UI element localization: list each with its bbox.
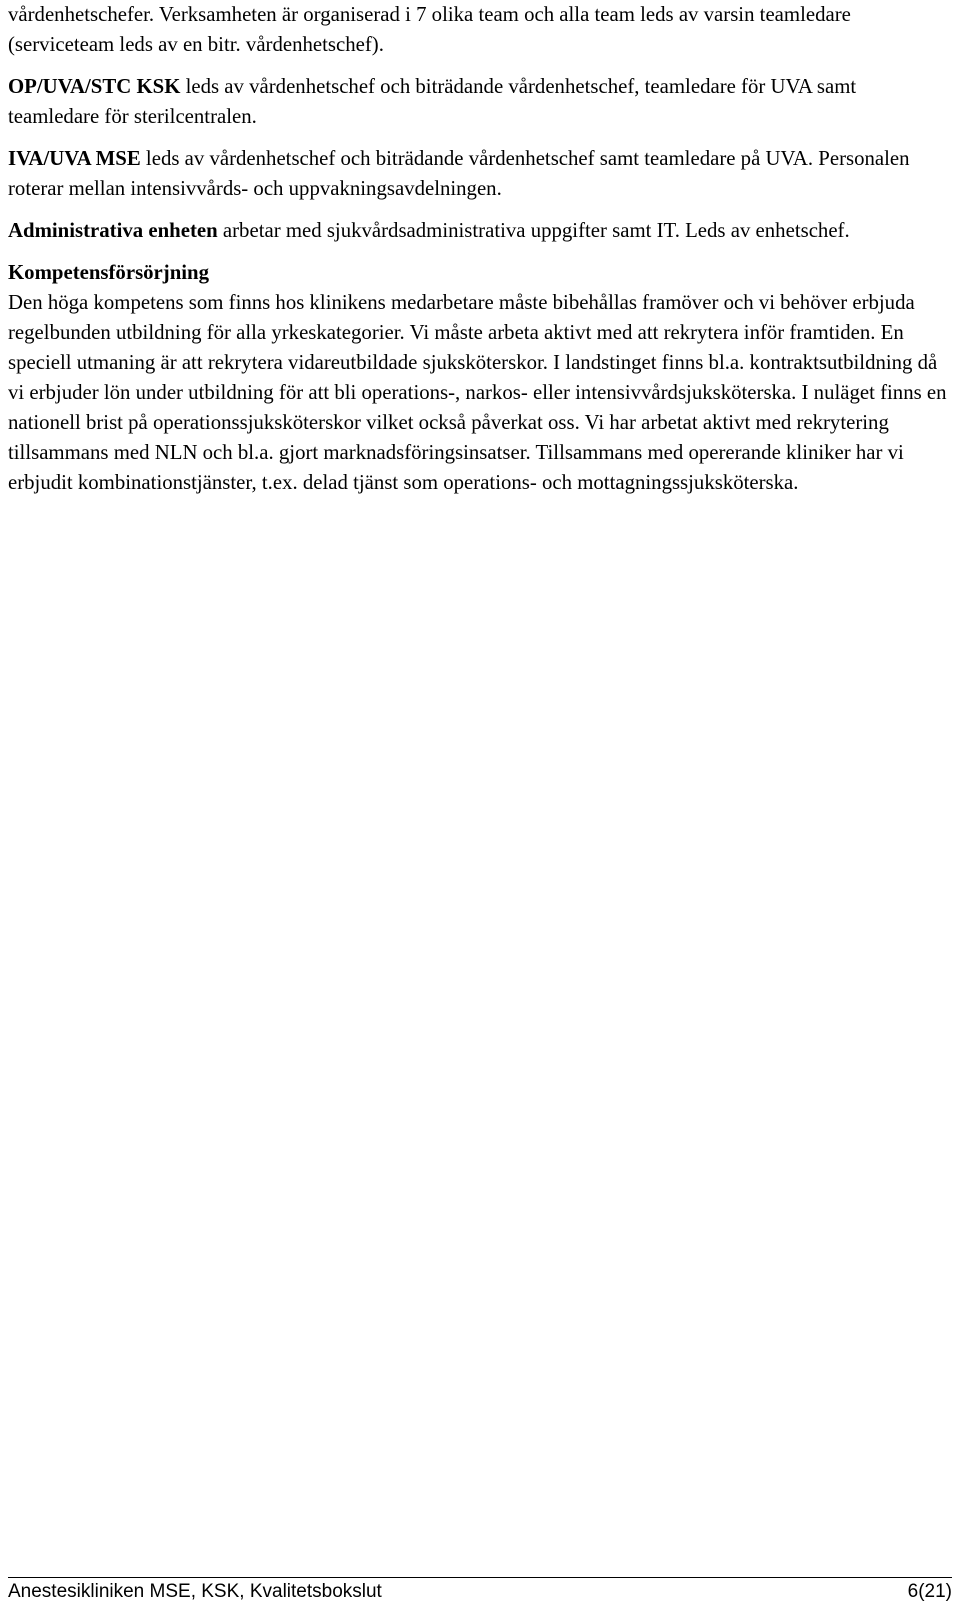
paragraph-iva-uva-mse bbox=[8, 144, 952, 204]
document-body bbox=[8, 0, 952, 510]
unit-name: OP/UVA/STC KSK bbox=[8, 75, 181, 98]
unit-name: IVA/UVA MSE bbox=[8, 147, 141, 170]
paragraph-text: vårdenhetschefer. Verksamheten är organiserad i 7 olika team och alla team leds av varsin teamledare (serviceteam leds av en bitr. vårdenhetschef). bbox=[8, 3, 851, 56]
footer-document-title: Anestesikliniken MSE, KSK, Kvalitetsbokslut bbox=[8, 1581, 382, 1602]
paragraph-text: leds av vårdenhetschef och biträdande vårdenhetschef, teamledare för UVA samt teamledare för sterilcentralen. bbox=[8, 75, 857, 128]
paragraph-text: leds av vårdenhetschef och biträdande vårdenhetschef samt teamledare på UVA. Personalen roterar mellan intensivvårds- och uppvakningsavdelningen. bbox=[8, 147, 910, 200]
paragraph-administrativa-enheten bbox=[8, 216, 952, 246]
paragraph-op-uva-stc-ksk bbox=[8, 72, 952, 132]
section-kompetensforsorjning bbox=[8, 258, 952, 498]
section-heading: Kompetensförsörjning bbox=[8, 261, 210, 284]
unit-name: Administrativa enheten bbox=[8, 219, 218, 242]
paragraph-text: arbetar med sjukvårdsadministrativa uppgifter samt IT. Leds av enhetschef. bbox=[217, 219, 850, 242]
section-body: Den höga kompetens som finns hos klinikens medarbetare måste bibehållas framöver och vi behöver erbjuda regelbunden utbildning för alla yrkeskategorier. Vi måste arbeta aktivt med att rekrytera inför framtiden. En speciell utmaning är att rekrytera vidareutbildade sjuksköterskor. I landstinget finns bl.a. kontraktsutbildning då vi erbjuder lön under utbildning för att bli operations-, narkos- eller intensivvårdsjuksköterska. I nuläget finns en nationell brist på operationssjuksköterskor vilket också påverkat oss. Vi har arbetat aktivt med rekrytering tillsammans med NLN och bl.a. gjort marknadsföringsinsatser. Tillsammans med opererande kliniker har vi erbjudit kombinationstjänster, t.ex. delad tjänst som operations- och mottagningssjuksköterska. bbox=[8, 291, 947, 494]
paragraph-organisation bbox=[8, 0, 952, 60]
page-number: 6(21) bbox=[907, 1581, 952, 1602]
